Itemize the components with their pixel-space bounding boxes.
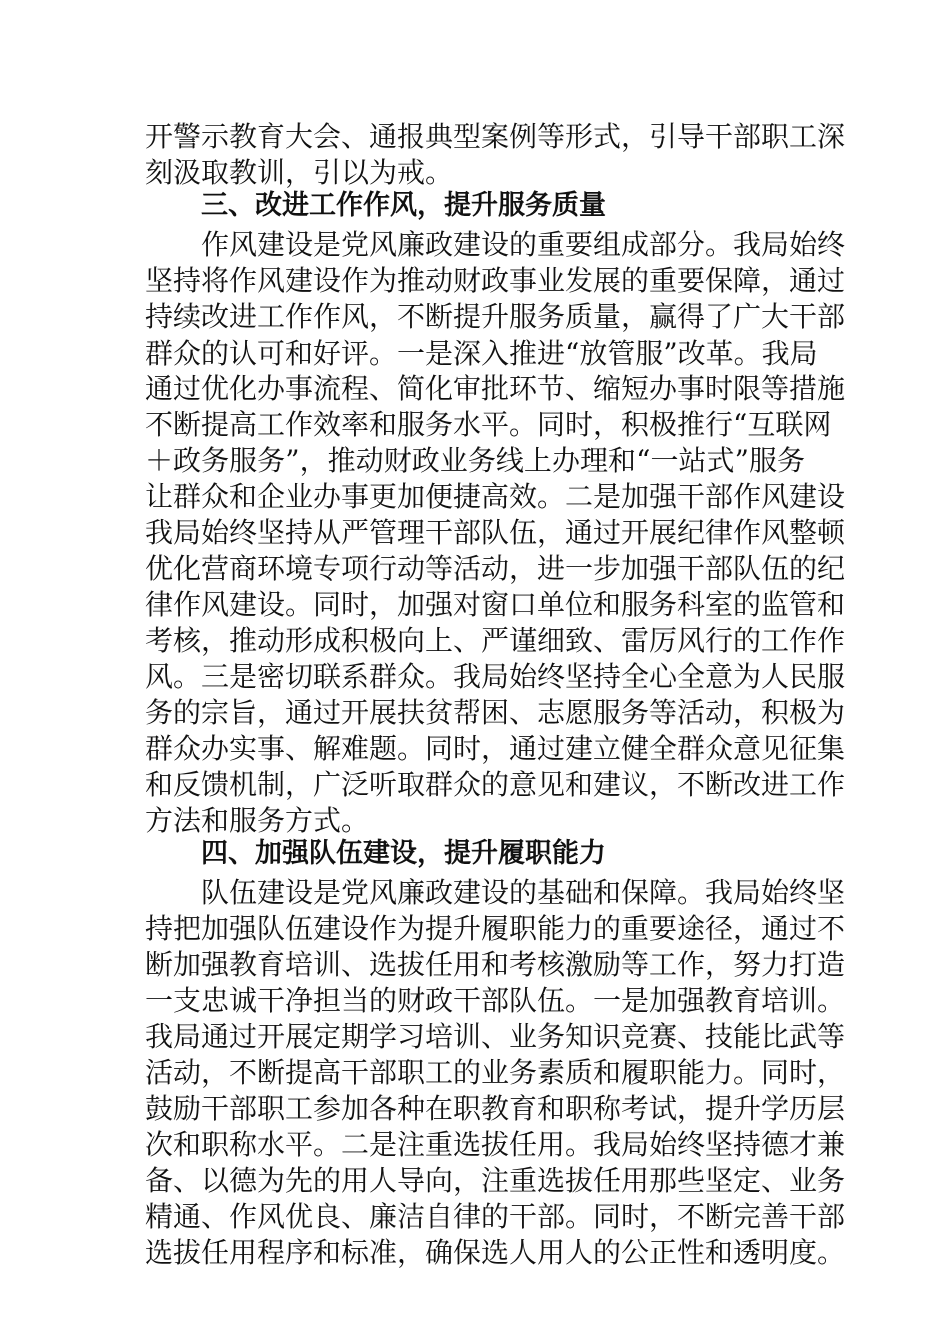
body-text-line: 不断提高工作效率和服务水平。同时，积极推行“互联网: [145, 408, 832, 441]
body-text-line: 鼓励干部职工参加各种在职教育和职称考试，提升学历层: [145, 1092, 846, 1125]
body-text-line: 群众办实事、解难题。同时，通过建立健全群众意见征集: [145, 732, 846, 765]
body-text-line: 优化营商环境专项行动等活动，进一步加强干部队伍的纪: [145, 552, 846, 585]
section-4-paragraph-first-line: 队伍建设是党风廉政建设的基础和保障。我局始终坚: [201, 876, 846, 909]
body-text-line: 通过优化办事流程、简化审批环节、缩短办事时限等措施: [145, 372, 846, 405]
body-text-line: 风。三是密切联系群众。我局始终坚持全心全意为人民服: [145, 660, 846, 693]
body-text-line: 开警示教育大会、通报典型案例等形式，引导干部职工深: [145, 120, 846, 153]
body-text-line: 次和职称水平。二是注重选拔任用。我局始终坚持德才兼: [145, 1128, 846, 1161]
body-text-line: 律作风建设。同时，加强对窗口单位和服务科室的监管和: [145, 588, 846, 621]
body-text-line: 务的宗旨，通过开展扶贫帮困、志愿服务等活动，积极为: [145, 696, 846, 729]
body-text-line: 刻汲取教训，引以为戒。: [145, 156, 454, 189]
body-text-line: 方法和服务方式。: [145, 804, 370, 837]
body-text-line: 让群众和企业办事更加便捷高效。二是加强干部作风建设: [145, 480, 846, 513]
body-text-line: 断加强教育培训、选拔任用和考核激励等工作，努力打造: [145, 948, 846, 981]
body-text-line: 活动，不断提高干部职工的业务素质和履职能力。同时，: [145, 1056, 846, 1089]
section-3-heading: 三、改进工作作风，提升服务质量: [201, 190, 606, 221]
body-text-line: ＋政务服务”，推动财政业务线上办理和“一站式”服务: [145, 444, 805, 477]
body-text-line: 我局始终坚持从严管理干部队伍，通过开展纪律作风整顿: [145, 516, 846, 549]
body-text-line: 精通、作风优良、廉洁自律的干部。同时，不断完善干部: [145, 1200, 846, 1233]
body-text-line: 一支忠诚干净担当的财政干部队伍。一是加强教育培训。: [145, 984, 846, 1017]
body-text-line: 我局通过开展定期学习培训、业务知识竞赛、技能比武等: [145, 1020, 846, 1053]
body-text-line: 持把加强队伍建设作为提升履职能力的重要途径，通过不: [145, 912, 846, 945]
body-text-line: 备、以德为先的用人导向，注重选拔任用那些坚定、业务: [145, 1164, 846, 1197]
body-text-line: 群众的认可和好评。一是深入推进“放管服”改革。我局: [145, 337, 818, 370]
section-4-heading: 四、加强队伍建设，提升履职能力: [201, 838, 606, 869]
body-text-line: 考核，推动形成积极向上、严谨细致、雷厉风行的工作作: [145, 624, 846, 657]
body-text-line: 坚持将作风建设作为推动财政事业发展的重要保障，通过: [145, 264, 846, 297]
body-text-line: 持续改进工作作风，不断提升服务质量，赢得了广大干部: [145, 300, 846, 333]
section-3-paragraph-first-line: 作风建设是党风廉政建设的重要组成部分。我局始终: [201, 228, 846, 261]
body-text-line: 和反馈机制，广泛听取群众的意见和建议，不断改进工作: [145, 768, 846, 801]
body-text-line: 选拔任用程序和标准，确保选人用人的公正性和透明度。: [145, 1236, 846, 1269]
